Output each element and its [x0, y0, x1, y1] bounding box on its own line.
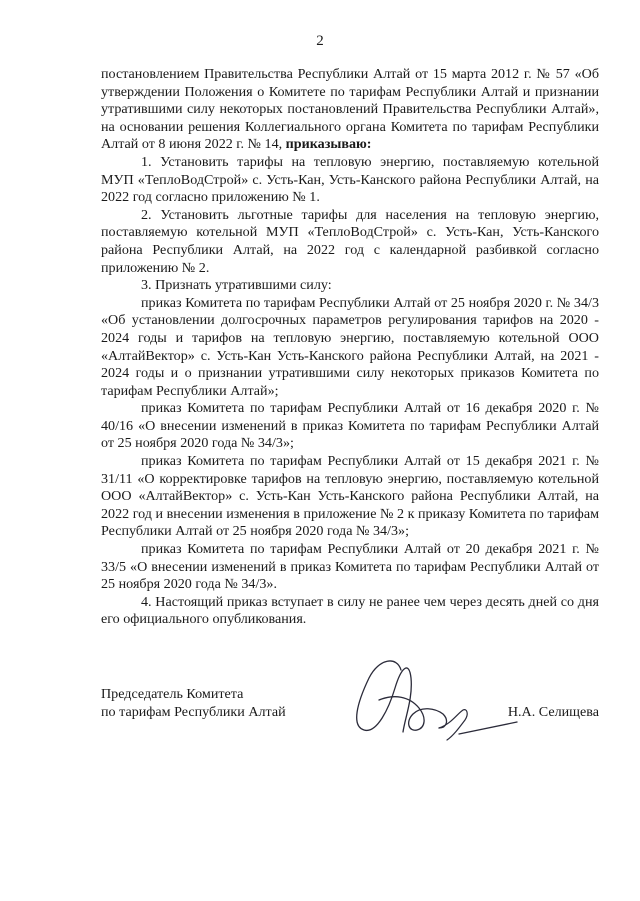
paragraph-repealed-order-3: приказ Комитета по тарифам Республики Алтай от 15 декабря 2021 г. № 31/11 «О корректировке тарифов на тепловую энергию, поставляемую котельной ООО «АлтайВектор» с. Усть-Кан Усть-Канского района Республики Алтай, на 2022 год и внесении изменения в приложение № 2 к приказу Комитета по тарифам Республики Алтай от 25 ноября 2020 года № 34/3»; [101, 453, 599, 540]
paragraph-repealed-order-4: приказ Комитета по тарифам Республики Алтай от 20 декабря 2021 г. № 33/5 «О внесении изменений в приказ Комитета по тарифам Республики Алтай от 25 ноября 2020 года № 34/3». [101, 541, 599, 593]
handwritten-signature [339, 648, 519, 748]
page-number: 2 [316, 33, 324, 49]
paragraph-item-3: 3. Признать утратившими силу: [141, 277, 332, 294]
order-keyword: приказываю: [285, 136, 372, 153]
paragraph-item-4: 4. Настоящий приказ вступает в силу не ранее чем через десять дней со дня его официального опубликования. [101, 593, 599, 628]
paragraph-intro-text: постановлением Правительства Республики Алтай от 15 марта 2012 г. № 57 «Об утверждении Положения о Комитете по тарифам Республики Алтай и признании утратившими силу некоторых постановлений Правительства Республики Алтай», на основании решения Коллегиального органа Комитета по тарифам Республики Алтай от 8 июня 2022 г. № 14, [101, 66, 599, 153]
paragraph-item-1: 1. Установить тарифы на тепловую энергию, поставляемую котельной МУП «ТеплоВодСтрой» с. Усть-Кан, Усть-Канского района Республики Алтай, на 2022 год согласно приложению № 1. [101, 153, 599, 206]
paragraph-intro [101, 66, 599, 154]
paragraph-repealed-order-1: приказ Комитета по тарифам Республики Алтай от 25 ноября 2020 г. № 34/3 «Об установлении долгосрочных параметров регулирования тарифов на 2020 - 2024 годы и тарифов на тепловую энергию, поставляемую котельной ООО «АлтайВектор» с. Усть-Кан Усть-Канского района Республики Алтай, на 2021 - 2024 годы и о признании утратившими силу некоторых приказов Комитета по тарифам Республики Алтай»; [101, 294, 599, 399]
signatory-title-line-1: Председатель Комитета [101, 686, 244, 702]
paragraph-repealed-order-2: приказ Комитета по тарифам Республики Алтай от 16 декабря 2020 г. № 40/16 «О внесении изменений в приказ Комитета по тарифам Республики Алтай от 25 ноября 2020 года № 34/3»; [101, 400, 599, 452]
paragraph-item-2: 2. Установить льготные тарифы для населения на тепловую энергию, поставляемую котельной МУП «ТеплоВодСтрой» с. Усть-Кан, Усть-Канского района Республики Алтай, на 2022 год с календарной разбивкой согласно приложению № 2. [101, 206, 599, 276]
signature-block [101, 686, 601, 746]
signatory-title-line-2: по тарифам Республики Алтай [101, 703, 286, 720]
document-body [101, 66, 599, 629]
signatory-name: Н.А. Селищева [507, 704, 599, 720]
